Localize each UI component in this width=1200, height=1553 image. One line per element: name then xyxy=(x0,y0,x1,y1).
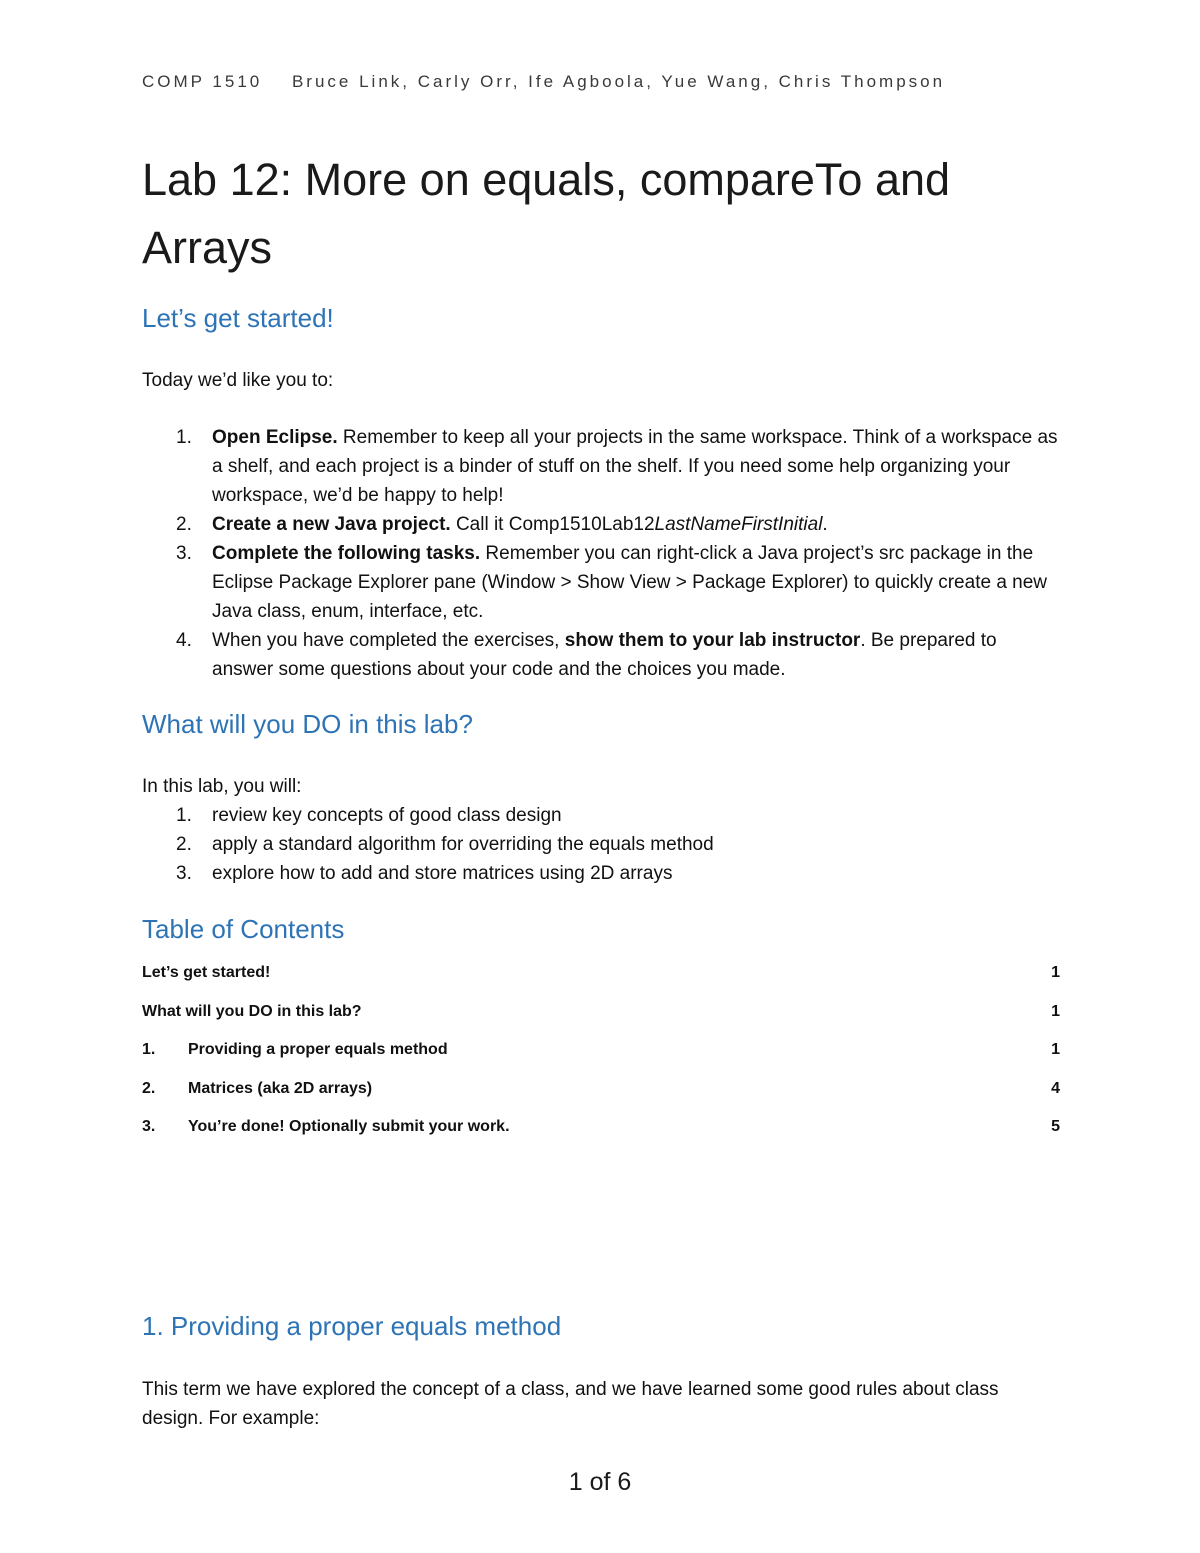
toc-entry[interactable] xyxy=(142,1080,1060,1119)
author-list: Bruce Link, Carly Orr, Ife Agboola, Yue Wang, Chris Thompson xyxy=(291,72,946,91)
list-item xyxy=(142,539,1062,626)
toc-entry-label: Providing a proper equals method xyxy=(188,1041,448,1058)
course-code: COMP 1510 xyxy=(142,72,263,91)
toc-entry-page: 1 xyxy=(1051,1002,1060,1020)
list-item xyxy=(142,859,1062,888)
lab-objectives-list xyxy=(142,801,1062,888)
list-number: 3. xyxy=(176,863,192,884)
list-item xyxy=(142,830,1062,859)
table-of-contents xyxy=(142,964,1060,1157)
step-bold: Complete the following tasks. xyxy=(212,543,481,564)
objective-text: review key concepts of good class design xyxy=(212,805,562,826)
heading-lets-get-started: Let’s get started! xyxy=(142,303,334,333)
toc-entry-label: Let’s get started! xyxy=(142,964,271,981)
heading-what-will-you-do: What will you DO in this lab? xyxy=(142,709,473,739)
running-header xyxy=(142,72,1060,92)
list-item xyxy=(142,801,1062,830)
toc-entry[interactable] xyxy=(142,1041,1060,1080)
toc-entry-label: Matrices (aka 2D arrays) xyxy=(188,1079,373,1097)
toc-entry-page: 1 xyxy=(1051,964,1060,981)
toc-entry-label: You’re done! Optionally submit your work. xyxy=(188,1118,510,1135)
objective-text: apply a standard algorithm for overriding the equals method xyxy=(212,834,714,855)
step-bold: Create a new Java project. xyxy=(212,514,451,535)
toc-entry[interactable] xyxy=(142,1003,1060,1042)
heading-equals-method: 1. Providing a proper equals method xyxy=(142,1311,562,1341)
page-number: 1 of 6 xyxy=(568,1468,632,1496)
step-text-pre: When you have completed the exercises, xyxy=(212,630,565,651)
step-text: Call it Comp1510Lab12 xyxy=(450,514,655,535)
list-number: 2. xyxy=(176,834,192,855)
list-item xyxy=(142,423,1062,510)
getting-started-steps xyxy=(142,423,1062,684)
list-number: 1. xyxy=(176,427,192,448)
toc-entry-number: 2. xyxy=(142,1079,156,1097)
step-bold: Open Eclipse. xyxy=(212,427,338,448)
toc-entry[interactable] xyxy=(142,964,1060,1003)
list-number: 4. xyxy=(176,630,192,651)
toc-entry-number: 1. xyxy=(142,1041,156,1058)
intro-in-this-lab: In this lab, you will: xyxy=(142,776,302,797)
heading-table-of-contents: Table of Contents xyxy=(142,914,345,944)
step-text: Remember to keep all your projects in the same workspace. Think of a workspace as a shelf, and each project is a binder of stuff on the shelf. If you need some help organizing your workspace, we’d be happy to help! xyxy=(212,427,1058,506)
list-item xyxy=(142,626,1062,684)
page-title: Lab 12: More on equals, compareTo and Arrays xyxy=(142,154,951,273)
list-number: 3. xyxy=(176,543,192,564)
toc-entry-label: What will you DO in this lab? xyxy=(142,1002,362,1020)
list-item xyxy=(142,510,1062,539)
toc-entry[interactable] xyxy=(142,1118,1060,1157)
step-text: Remember you can right-click a Java project’s src package in the Eclipse Package Explorer pane (Window > Show View > Package Explorer) to quickly create a new Java class, enum, interface, etc. xyxy=(212,543,1048,622)
toc-entry-page: 4 xyxy=(1051,1079,1060,1097)
step-bold: show them to your lab instructor xyxy=(564,630,861,651)
step-text: . Be prepared to answer some questions about your code and the choices you made. xyxy=(212,630,997,680)
intro-today: Today we’d like you to: xyxy=(142,370,334,391)
step-italic: LastNameFirstInitial xyxy=(654,514,823,535)
toc-entry-page: 1 xyxy=(1051,1041,1060,1058)
list-number: 1. xyxy=(176,805,192,826)
toc-entry-number: 3. xyxy=(142,1118,156,1135)
list-number: 2. xyxy=(176,514,192,535)
toc-entry-page: 5 xyxy=(1051,1118,1060,1135)
equals-intro-paragraph: This term we have explored the concept of a class, and we have learned some good rules about class design. For example: xyxy=(142,1379,999,1429)
objective-text: explore how to add and store matrices using 2D arrays xyxy=(212,863,673,884)
step-text-after: . xyxy=(822,514,828,535)
